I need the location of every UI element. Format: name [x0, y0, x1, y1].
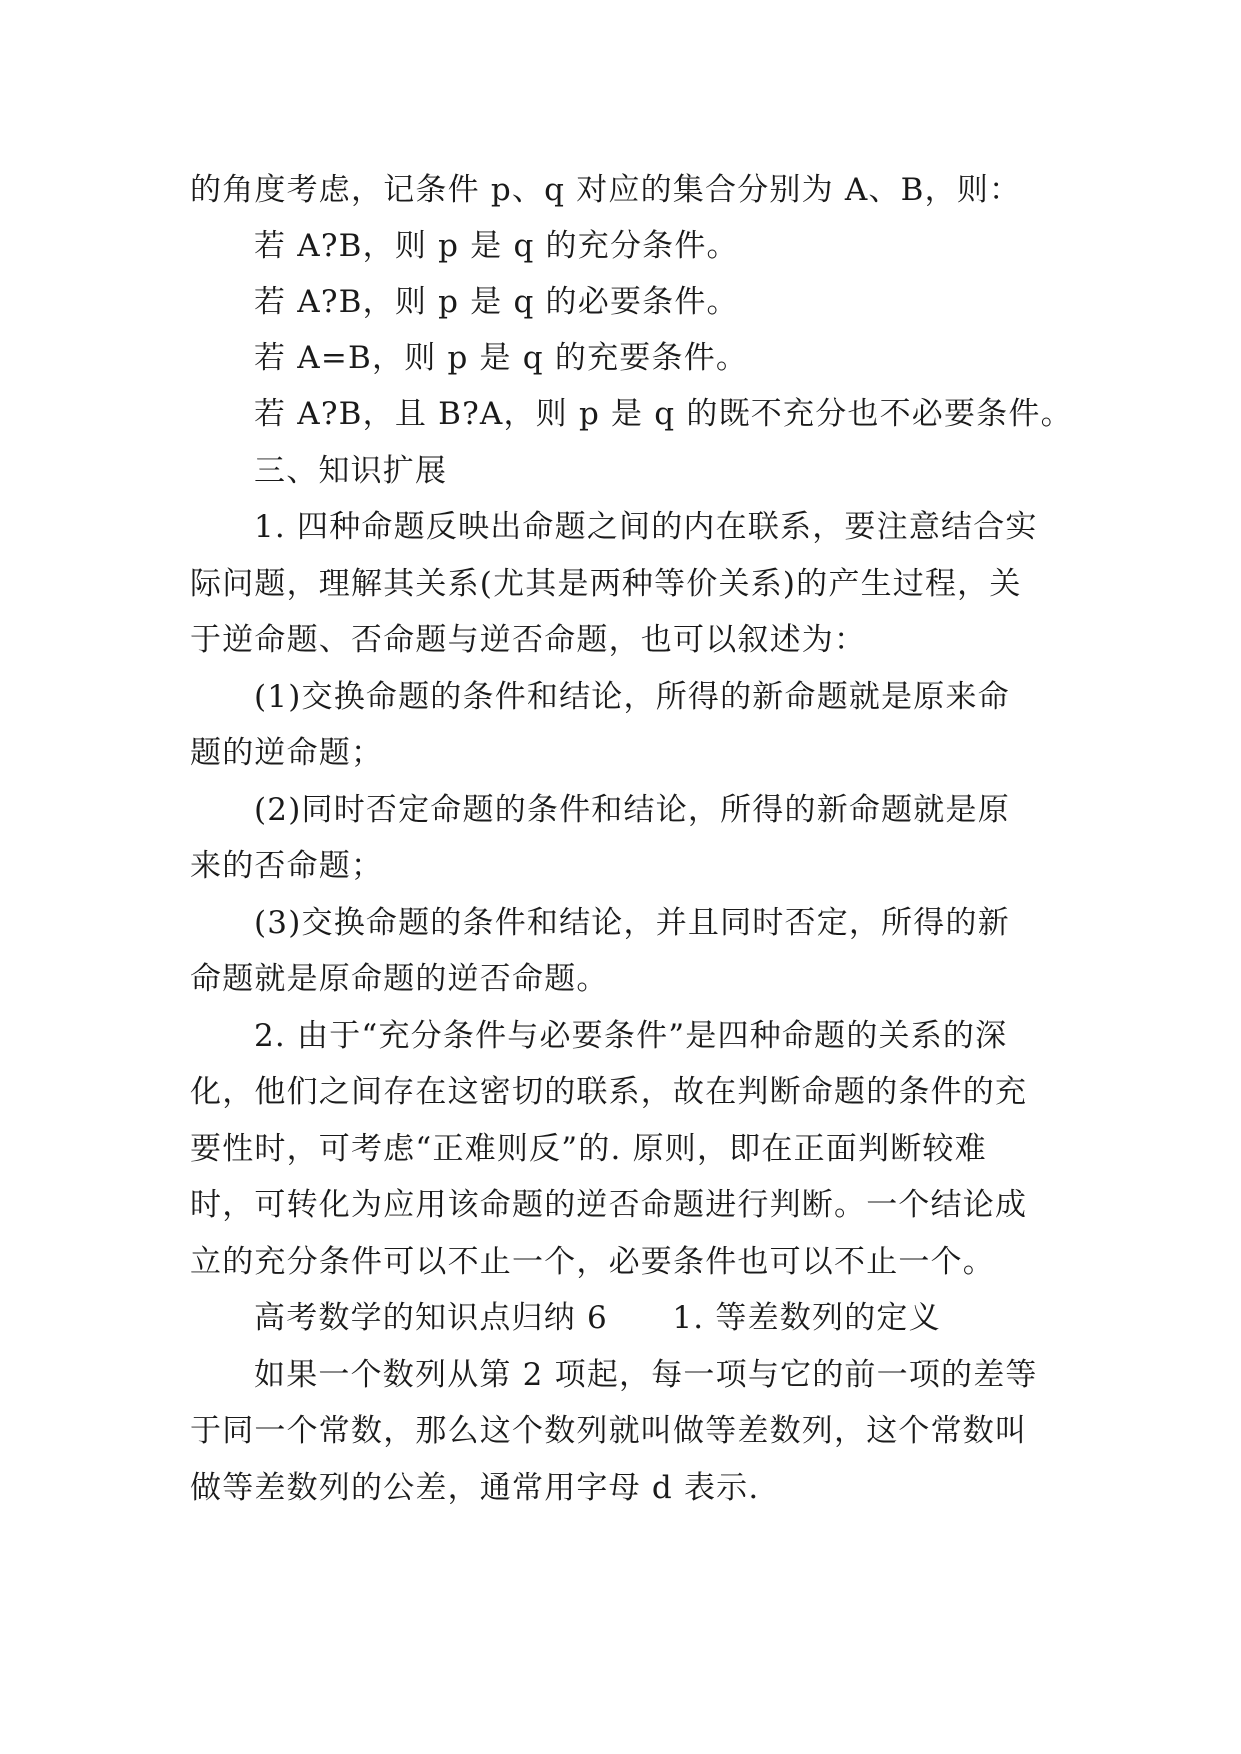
text-line: 际问题，理解其关系(尤其是两种等价关系)的产生过程，关 [190, 566, 1022, 602]
text-line: 命题就是原命题的逆否命题。 [190, 961, 609, 997]
text-line: 如果一个数列从第 2 项起，每一项与它的前一项的差等 [254, 1357, 1038, 1393]
text-line: 若 A?B，则 p 是 q 的必要条件。 [254, 284, 739, 320]
text-line: 题的逆命题； [190, 735, 384, 771]
text-line: 要性时，可考虑“正难则反”的. 原则，即在正面判断较难 [190, 1131, 987, 1167]
text-line: 化，他们之间存在这密切的联系，故在判断命题的条件的充 [190, 1074, 1028, 1110]
text-line: 于同一个常数，那么这个数列就叫做等差数列，这个常数叫 [190, 1413, 1028, 1449]
text-line: (1)交换命题的条件和结论，所得的新命题就是原来命 [254, 679, 1010, 715]
text-line: 于逆命题、否命题与逆否命题，也可以叙述为： [190, 622, 867, 658]
section-heading: 三、知识扩展 [254, 453, 448, 489]
text-line: 立的充分条件可以不止一个，必要条件也可以不止一个。 [190, 1244, 995, 1280]
text-line: 若 A?B，则 p 是 q 的充分条件。 [254, 228, 739, 264]
text-line: 若 A=B，则 p 是 q 的充要条件。 [254, 340, 749, 376]
text-line: 时，可转化为应用该命题的逆否命题进行判断。一个结论成 [190, 1187, 1028, 1223]
section-heading: 高考数学的知识点归纳 6 1. 等差数列的定义 [254, 1300, 941, 1336]
text-line: 2. 由于“充分条件与必要条件”是四种命题的关系的深 [254, 1018, 1008, 1054]
text-line: (3)交换命题的条件和结论，并且同时否定，所得的新 [254, 905, 1010, 941]
text-line: 若 A?B，且 B?A，则 p 是 q 的既不充分也不必要条件。 [254, 396, 1073, 432]
text-line: 做等差数列的公差，通常用字母 d 表示. [190, 1470, 760, 1506]
text-line: (2)同时否定命题的条件和结论，所得的新命题就是原 [254, 792, 1010, 828]
text-line: 1. 四种命题反映出命题之间的内在联系，要注意结合实 [254, 509, 1038, 545]
text-line: 来的否命题； [190, 848, 384, 884]
text-line: 的角度考虑，记条件 p、q 对应的集合分别为 A、B，则： [190, 172, 1022, 208]
